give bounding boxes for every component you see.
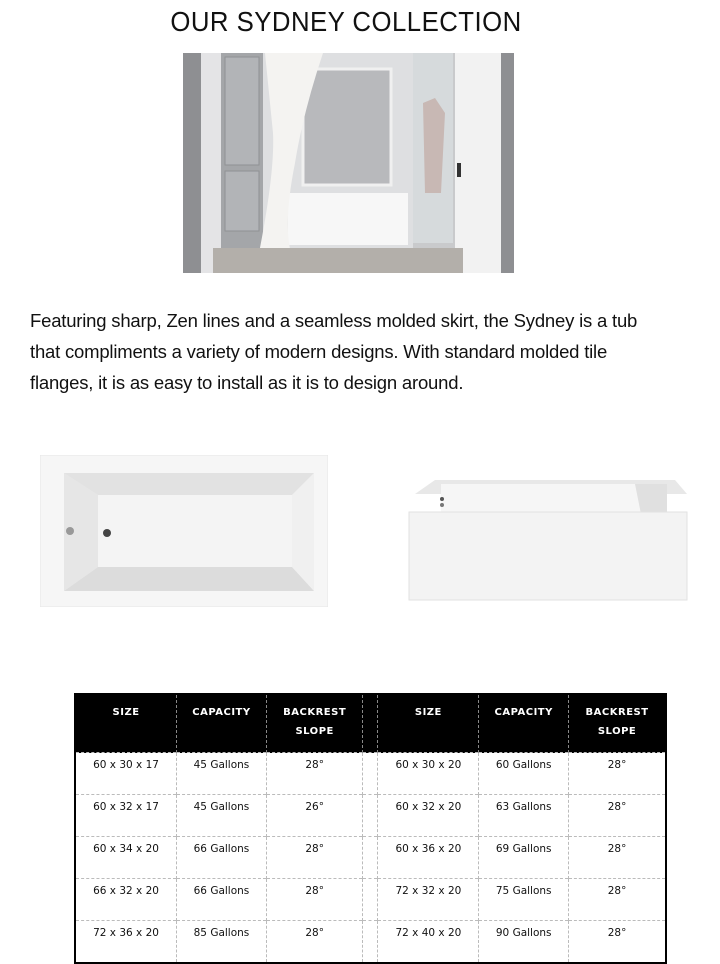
cell-size: 60 x 30 x 20	[378, 753, 479, 795]
cell-slope: 28°	[569, 795, 666, 837]
cell-capacity: 63 Gallons	[479, 795, 569, 837]
header-capacity: CAPACITY	[479, 694, 569, 753]
description-line: that compliments a variety of modern designs. With standard molded tile	[30, 341, 608, 362]
cell-size: 60 x 32 x 20	[378, 795, 479, 837]
header-backrest-slope	[266, 694, 363, 753]
cell-capacity: 75 Gallons	[479, 879, 569, 921]
cell-capacity: 90 Gallons	[479, 921, 569, 964]
cell-capacity: 60 Gallons	[479, 753, 569, 795]
cell-size: 72 x 36 x 20	[75, 921, 177, 964]
cell-size: 60 x 36 x 20	[378, 837, 479, 879]
header-backrest-line2: SLOPE	[597, 726, 637, 737]
tub-front-view-image	[405, 472, 690, 602]
cell-slope: 28°	[266, 753, 363, 795]
table-row	[75, 837, 666, 879]
description	[30, 305, 700, 398]
cell-capacity: 45 Gallons	[177, 795, 267, 837]
description-line: flanges, it is as easy to install as it is to design around.	[30, 372, 464, 393]
cell-capacity: 85 Gallons	[177, 921, 267, 964]
table-header-row	[75, 694, 666, 753]
page-title: OUR SYDNEY COLLECTION	[170, 6, 522, 37]
cell-size: 72 x 32 x 20	[378, 879, 479, 921]
column-gap	[363, 879, 378, 921]
cell-capacity: 69 Gallons	[479, 837, 569, 879]
cell-size: 66 x 32 x 20	[75, 879, 177, 921]
tub-top-view-image	[40, 455, 328, 607]
header-backrest-line1: BACKREST	[283, 707, 347, 718]
table-row	[75, 795, 666, 837]
cell-slope: 28°	[569, 921, 666, 964]
column-gap	[363, 837, 378, 879]
description-line: Featuring sharp, Zen lines and a seamless molded skirt, the Sydney is a tub	[30, 310, 638, 331]
header-backrest-slope	[569, 694, 666, 753]
cell-capacity: 66 Gallons	[177, 837, 267, 879]
header-size: SIZE	[378, 694, 479, 753]
cell-slope: 28°	[266, 921, 363, 964]
header-size: SIZE	[75, 694, 177, 753]
cell-capacity: 45 Gallons	[177, 753, 267, 795]
cell-slope: 28°	[569, 837, 666, 879]
hero-bathroom-image	[183, 53, 514, 273]
cell-capacity: 66 Gallons	[177, 879, 267, 921]
table-row	[75, 753, 666, 795]
column-gap	[363, 921, 378, 964]
cell-size: 60 x 30 x 17	[75, 753, 177, 795]
header-backrest-line1: BACKREST	[585, 707, 649, 718]
specifications-table	[74, 693, 667, 964]
cell-slope: 28°	[569, 879, 666, 921]
header-backrest-line2: SLOPE	[295, 726, 334, 737]
header-capacity: CAPACITY	[177, 694, 267, 753]
cell-size: 60 x 32 x 17	[75, 795, 177, 837]
column-gap	[363, 795, 378, 837]
table-row	[75, 879, 666, 921]
cell-slope: 26°	[266, 795, 363, 837]
cell-slope: 28°	[569, 753, 666, 795]
column-gap	[363, 753, 378, 795]
column-gap	[363, 694, 378, 753]
table-row	[75, 921, 666, 964]
cell-slope: 28°	[266, 879, 363, 921]
cell-slope: 28°	[266, 837, 363, 879]
cell-size: 72 x 40 x 20	[378, 921, 479, 964]
cell-size: 60 x 34 x 20	[75, 837, 177, 879]
